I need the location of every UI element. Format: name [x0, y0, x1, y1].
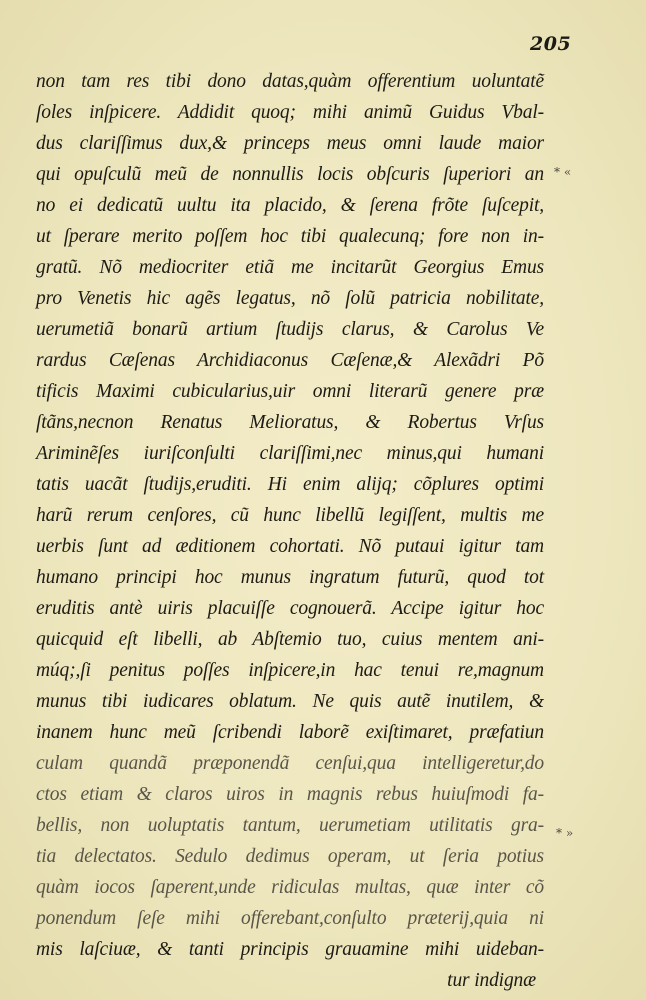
text-line: tificis Maximi cubicularius,uir omni literarũ genere præ	[36, 381, 544, 402]
margin-mark: * «	[554, 165, 572, 179]
text-line: gratũ. Nõ mediocriter etiã me incitarũt Georgius Emus	[36, 257, 544, 278]
margin-mark: * »	[556, 826, 574, 840]
text-line: uerumetiã bonarũ artium ſtudijs clarus, & Carolus Ve	[36, 319, 544, 340]
text-line: munus tibi iudicares oblatum. Ne quis autẽ inutilem, &	[36, 691, 544, 712]
text-line: eruditis antè uiris placuiſſe cognouerã. Accipe igitur hoc	[36, 598, 544, 619]
text-line: múq;,ſi penitus poſſes inſpicere,in hac tenui re,magnum	[36, 660, 544, 681]
page-number: 205	[530, 33, 572, 55]
text-line: quicquid eſt libelli, ab Abſtemio tuo, cuius mentem ani-	[36, 629, 544, 650]
text-line: inanem hunc meũ ſcribendi laborẽ exiſtimaret, præfatiun	[36, 722, 544, 743]
text-line: pro Venetis hic agẽs legatus, nõ ſolũ patricia nobilitate,	[36, 288, 544, 309]
text-line: ſtãns,necnon Renatus Melioratus, & Robertus Vrſus	[36, 412, 544, 433]
text-line: ut ſperare merito poſſem hoc tibi qualecunq; fore non in-	[36, 226, 544, 247]
text-line: ſoles inſpicere. Addidit quoq; mihi animũ Guidus Vbal-	[36, 102, 544, 123]
text-line: tur indignæ	[447, 970, 536, 991]
text-line: non tam res tibi dono datas,quàm offerentium uoluntatẽ	[36, 71, 544, 92]
text-line: rardus Cæſenas Archidiaconus Cæſenæ,& Alexãdri Põ	[36, 350, 544, 371]
text-line: ctos etiam & claros uiros in magnis rebus huiuſmodi fa-	[36, 784, 544, 805]
text-line: tatis uacãt ſtudijs,eruditi. Hi enim alijq; cõplures optimi	[36, 474, 544, 495]
text-line: qui opuſculũ meũ de nonnullis locis obſcuris ſuperiori an	[36, 164, 544, 185]
text-line: no ei dedicatũ uultu ita placido, & ſerena frõte ſuſcepit,	[36, 195, 544, 216]
text-line: humano principi hoc munus ingratum futurũ, quod tot	[36, 567, 544, 588]
body-text	[36, 66, 544, 996]
text-line: tia delectatos. Sedulo dedimus operam, ut ſeria potius	[36, 846, 544, 867]
text-line: harũ rerum cenſores, cũ hunc libellũ legiſſent, multis me	[36, 505, 544, 526]
text-line: ponendum ſeſe mihi offerebant,conſulto præterij,quia ni	[36, 908, 544, 929]
text-line: culam quandã præponendã cenſui,qua intelligeretur,do	[36, 753, 544, 774]
text-line: Ariminẽſes iuriſconſulti clariſſimi,nec minus,qui humani	[36, 443, 544, 464]
text-line: mis laſciuæ, & tanti principis grauamine mihi uideban-	[36, 939, 544, 960]
text-line: quàm iocos ſaperent,unde ridiculas multas, quæ inter cõ	[36, 877, 544, 898]
text-line: uerbis ſunt ad æditionem cohortati. Nõ putaui igitur tam	[36, 536, 544, 557]
text-line: dus clariſſimus dux,& princeps meus omni laude maior	[36, 133, 544, 154]
text-line: bellis, non uoluptatis tantum, uerumetiam utilitatis gra-	[36, 815, 544, 836]
